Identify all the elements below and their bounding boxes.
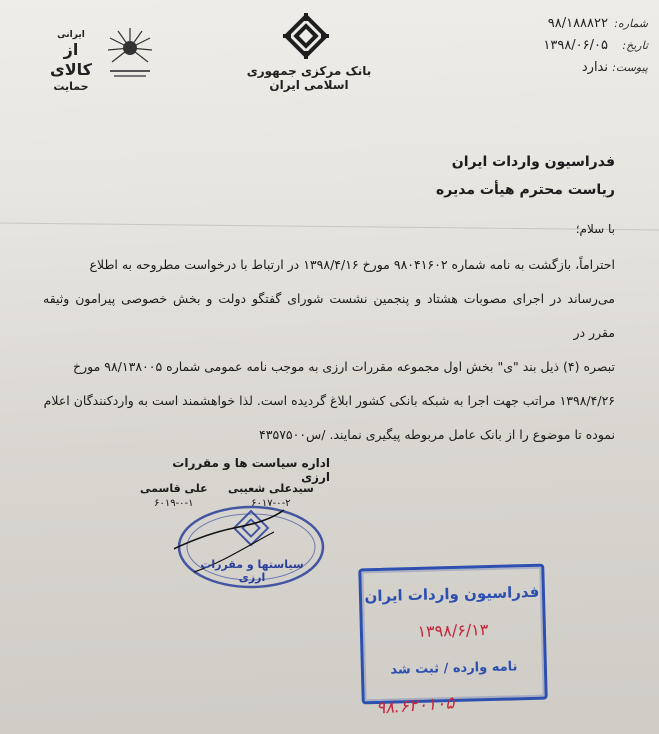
letter-meta [488,12,648,78]
body-line: می‌رساند در اجرای مصوبات هشتاد و پنجمین نشست شورای گفتگو دولت و بخش خصوصی پیرامون وثیقه مقرر در [43,291,615,340]
meta-attachment-value: ندارد [581,59,608,75]
registration-stamp-label: نامه وارده / ثبت شد [390,659,518,678]
signature-office: اداره سیاست ها و مقررات ارزی [172,456,330,484]
meta-attachment-label: پیوست: [612,60,648,74]
oval-stamp-text: سیاستها و مقررات ارزی [200,558,304,584]
support-iranian-goods-logo [40,30,102,92]
meta-attachment-row [488,56,648,78]
logo-line-bottom: حمایت [53,80,89,93]
body-line: نموده تا موضوع را از بانک عامل مربوطه پیگیری نمایند. /س۴۳۵۷۵۰۰ [259,427,615,442]
letter-body [43,248,615,452]
recipient-organization: فدراسیون واردات ایران [451,154,615,170]
meta-date-row [488,34,648,56]
meta-date-value: ۱۳۹۸/۰۶/۰۵ [543,37,608,53]
registration-stamp [358,564,547,705]
registration-stamp-title: فدراسیون واردات ایران [364,582,540,606]
recipient-block [436,148,615,204]
meta-number-row [488,12,648,34]
recipient-title: ریاست محترم هیأت مدیره [436,182,615,198]
signer-ghasemi-code: ۶۰۱۹-۰-۱ [154,498,194,509]
handwritten-registration-number: ۹۸.۶۲۰۱۰۵ [375,693,456,719]
meta-number-label: شماره: [614,16,648,30]
bank-name: بانک مرکزی جمهوری اسلامی ایران [246,64,372,92]
central-bank-emblem-icon [280,10,332,62]
logo-line-top: ایرانی [57,30,85,40]
body-line: احتراماً، بازگشت به نامه شماره ۹۸۰۴۱۶۰۲ مورخ ۱۳۹۸/۴/۱۶ در ارتباط با درخواست مطروحه به اطلاع [89,257,615,272]
logo-line-main: از کالای [50,40,92,79]
paper-fold-line [0,223,659,231]
meta-date-label: تاریخ: [622,38,648,52]
signer-ghasemi-name: علی قاسمی [140,482,208,495]
body-line: ۱۳۹۸/۴/۲۶ مراتب جهت اجرا به شبکه بانکی کشور ابلاغ گردیده است. لذا خواهشمند است به واردکنندگان اعلام [43,393,615,408]
organization-sunburst-logo-icon [104,26,156,86]
meta-number-value: ۹۸/۱۸۸۸۲۲ [547,15,608,31]
greeting: با سلام؛ [575,222,615,236]
signer-shoaibi-code: ۶۰۱۷-۰-۲ [251,498,291,509]
signer-shoaibi-name: سیدعلی شعیبی [228,482,314,495]
registration-stamp-date: ۱۳۹۸/۶/۱۳ [417,620,489,641]
body-line: تبصره (۴) ذیل بند "ی" بخش اول مجموعه مقررات ارزی به موجب نامه عمومی شماره ۹۸/۱۳۸۰۰۵ مورخ [73,359,615,374]
